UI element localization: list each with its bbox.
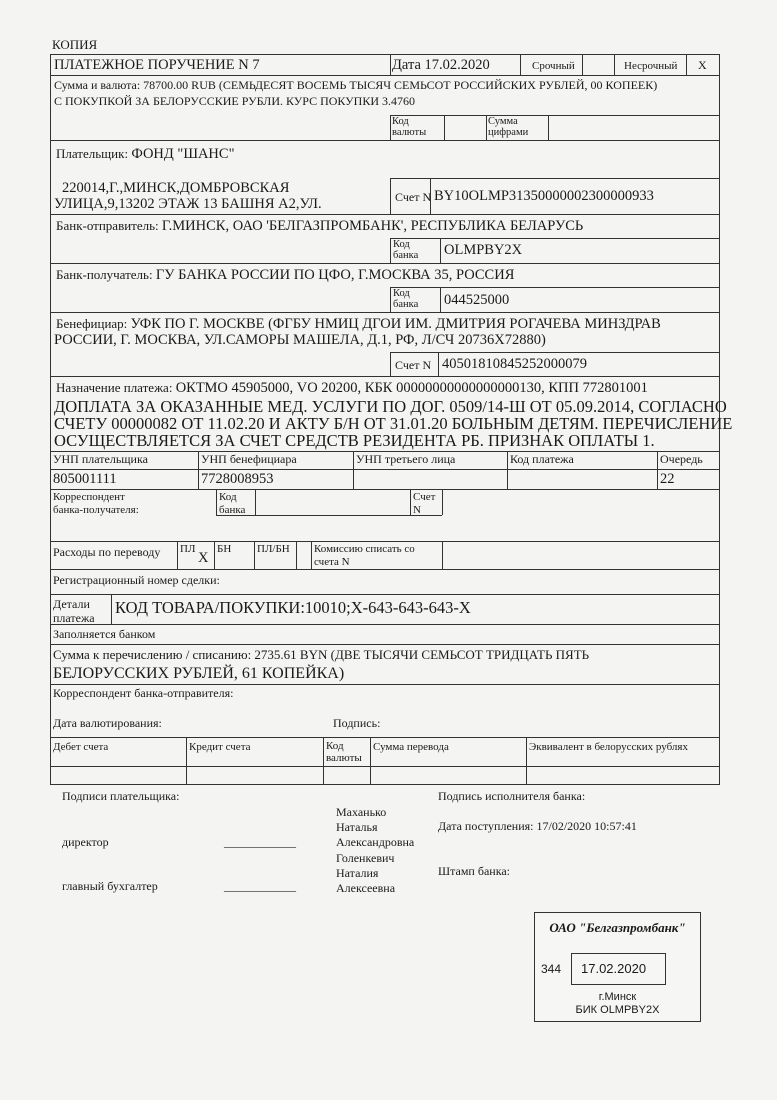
copy-label: КОПИЯ (52, 37, 98, 52)
payer-account-label: Счет N (395, 190, 432, 204)
amount-line-1: Сумма и валюта: 78700.00 RUB (СЕМЬДЕСЯТ ВОСЕМЬ ТЫСЯЧ СЕМЬСОТ РОССИЙСКИХ РУБЛЕЙ, 00 КОПЕЕК) (54, 78, 658, 92)
stamp-bic: БИК OLMPBY2X (575, 1004, 660, 1016)
third-party-unp-label: УНП третьего лица (356, 452, 456, 466)
debit-label: Дебет счета (53, 741, 109, 753)
equivalent-label: Эквивалент в белорусских рублях (529, 741, 688, 753)
fees-label: Расходы по переводу (53, 545, 161, 559)
amount-line-2: С ПОКУПКОЙ ЗА БЕЛОРУССКИЕ РУБЛИ. КУРС ПОКУПКИ 3.4760 (54, 94, 416, 108)
fees-pl-mark: X (198, 550, 209, 566)
transfer-line-1: Сумма к перечислению / списанию: 2735.61 BYN (ДВЕ ТЫСЯЧИ СЕМЬСОТ ТРИДЦАТЬ ПЯТЬ (53, 647, 590, 662)
credit-label: Кредит счета (189, 741, 251, 753)
deal-registration-label: Регистрационный номер сделки: (53, 573, 220, 587)
fees-pl-label: ПЛ (180, 543, 196, 555)
signature-label: Подпись: (333, 716, 381, 730)
stamp-city: г.Минск (598, 991, 637, 1003)
bank-fill-label: Заполняется банком (53, 627, 156, 641)
payer-address-2: УЛИЦА,9,13202 ЭТАЖ 13 БАШНЯ А2,УЛ. (54, 196, 322, 212)
transfer-line-2: БЕЛОРУССКИХ РУБЛЕЙ, 61 КОПЕЙКА) (53, 665, 345, 682)
sender-bank: Банк-отправитель: Г.МИНСК, ОАО 'БЕЛГАЗПРОМБАНК', РЕСПУБЛИКА БЕЛАРУСЬ (56, 218, 584, 234)
payer-label: Плательщик: ФОНД "ШАНС" (56, 146, 235, 162)
nonurgent-label: Несрочный (624, 60, 678, 72)
stamp-bank-name: ОАО "Белгазпромбанк" (549, 920, 686, 935)
received-date: Дата поступления: 17/02/2020 10:57:41 (438, 819, 637, 833)
receiver-bank-code-label: Код банка (393, 288, 419, 310)
sender-bank-code: OLMPBY2X (444, 242, 523, 258)
correspondent-label: Корреспондент банка-получателя: (53, 491, 139, 516)
payment-code-label: Код платежа (510, 452, 574, 466)
accountant-label: главный бухгалтер (62, 879, 158, 893)
document-title: ПЛАТЕЖНОЕ ПОРУЧЕНИЕ N 7 (54, 57, 260, 73)
fees-bn-label: БН (217, 543, 232, 555)
payer-address-1: 220014,Г.,МИНСК,ДОМБРОВСКАЯ (62, 180, 290, 196)
payer-unp-label: УНП плательщика (53, 452, 148, 466)
purpose-line-1: Назначение платежа: ОКТМО 45905000, VO 20200, КБК 00000000000000000130, КПП 772801001 (56, 380, 648, 396)
purpose-line-3: СЧЕТУ 00000082 ОТ 11.02.20 И АКТУ Б/Н ОТ 31.01.20 БОЛЬНЫМ ДЕТЯМ. ПЕРЕЧИСЛЕНИЕ (54, 414, 733, 433)
purpose-line-2: ДОПЛАТА ЗА ОКАЗАННЫЕ МЕД. УСЛУГИ ПО ДОГ. 0509/14-Ш ОТ 05.09.2014, СОГЛАСНО (54, 397, 727, 416)
bank-stamp (534, 912, 701, 1022)
correspondent-code-label: Код банка (219, 491, 246, 516)
beneficiary-unp-label: УНП бенефициара (201, 452, 297, 466)
receiver-bank-code: 044525000 (444, 292, 510, 308)
payer-account: BY10OLMP31350000002300000933 (434, 188, 654, 204)
transfer-sum-label: Сумма перевода (373, 741, 449, 753)
beneficiary-unp: 7728008953 (201, 471, 274, 487)
stamp-number: 344 (541, 962, 562, 976)
beneficiary-account: 40501810845252000079 (442, 356, 587, 372)
beneficiary-line-2: РОССИИ, Г. МОСКВА, УЛ.САМОРЫ МАШЕЛА, Д.1, РФ, Л/СЧ 20736Х72880) (54, 332, 546, 348)
receiver-bank: Банк-получатель: ГУ БАНКА РОССИИ ПО ЦФО, Г.МОСКВА 35, РОССИЯ (56, 267, 515, 283)
accountant-signature-line: ____________ (224, 879, 296, 893)
urgent-label: Срочный (532, 60, 575, 72)
bottom-currency-code-label: Код валюты (326, 740, 362, 765)
sum-digits-label: Сумма цифрами (488, 116, 529, 138)
director-name: Маханько Наталья Александровна (336, 805, 415, 849)
queue-label: Очередь (660, 452, 703, 466)
queue-value: 22 (660, 471, 675, 487)
stamp-date: 17.02.2020 (581, 961, 647, 976)
accountant-name: Голенкевич Наталия Алексеевна (336, 851, 396, 895)
document-date: Дата 17.02.2020 (392, 57, 490, 73)
beneficiary-account-label: Счет N (395, 358, 432, 372)
sender-correspondent-label: Корреспондент банка-отправителя: (53, 686, 234, 700)
details-label: Детали платежа (53, 597, 95, 625)
beneficiary-line-1: Бенефициар: УФК ПО Г. МОСКВЕ (ФГБУ НМИЦ ДГОИ ИМ. ДМИТРИЯ РОГАЧЕВА МИНЗДРАВ (56, 316, 661, 332)
sender-bank-code-label: Код банка (393, 239, 419, 261)
payer-signatures-title: Подписи плательщика: (62, 789, 180, 803)
payer-unp: 805001111 (53, 471, 117, 487)
fees-plbn-label: ПЛ/БН (257, 543, 290, 555)
details-value: КОД ТОВАРА/ПОКУПКИ:10010;Х-643-643-643-Х (115, 598, 471, 617)
bank-signature-title: Подпись исполнителя банка: (438, 789, 586, 803)
director-label: директор (62, 835, 109, 849)
value-date-label: Дата валютирования: (53, 716, 162, 730)
purpose-line-4: ОСУЩЕСТВЛЯЕТСЯ ЗА СЧЕТ СРЕДСТВ РЕЗИДЕНТА РБ. ПРИЗНАК ОПЛАТЫ 1. (54, 431, 655, 450)
nonurgent-mark: X (698, 58, 707, 72)
bank-stamp-label: Штамп банка: (438, 864, 510, 878)
commission-label: Комиссию списать со счета N (314, 543, 415, 568)
correspondent-account-label: Счет N (413, 491, 436, 516)
director-signature-line: ____________ (224, 835, 296, 849)
currency-code-label: Код валюты (392, 116, 427, 138)
